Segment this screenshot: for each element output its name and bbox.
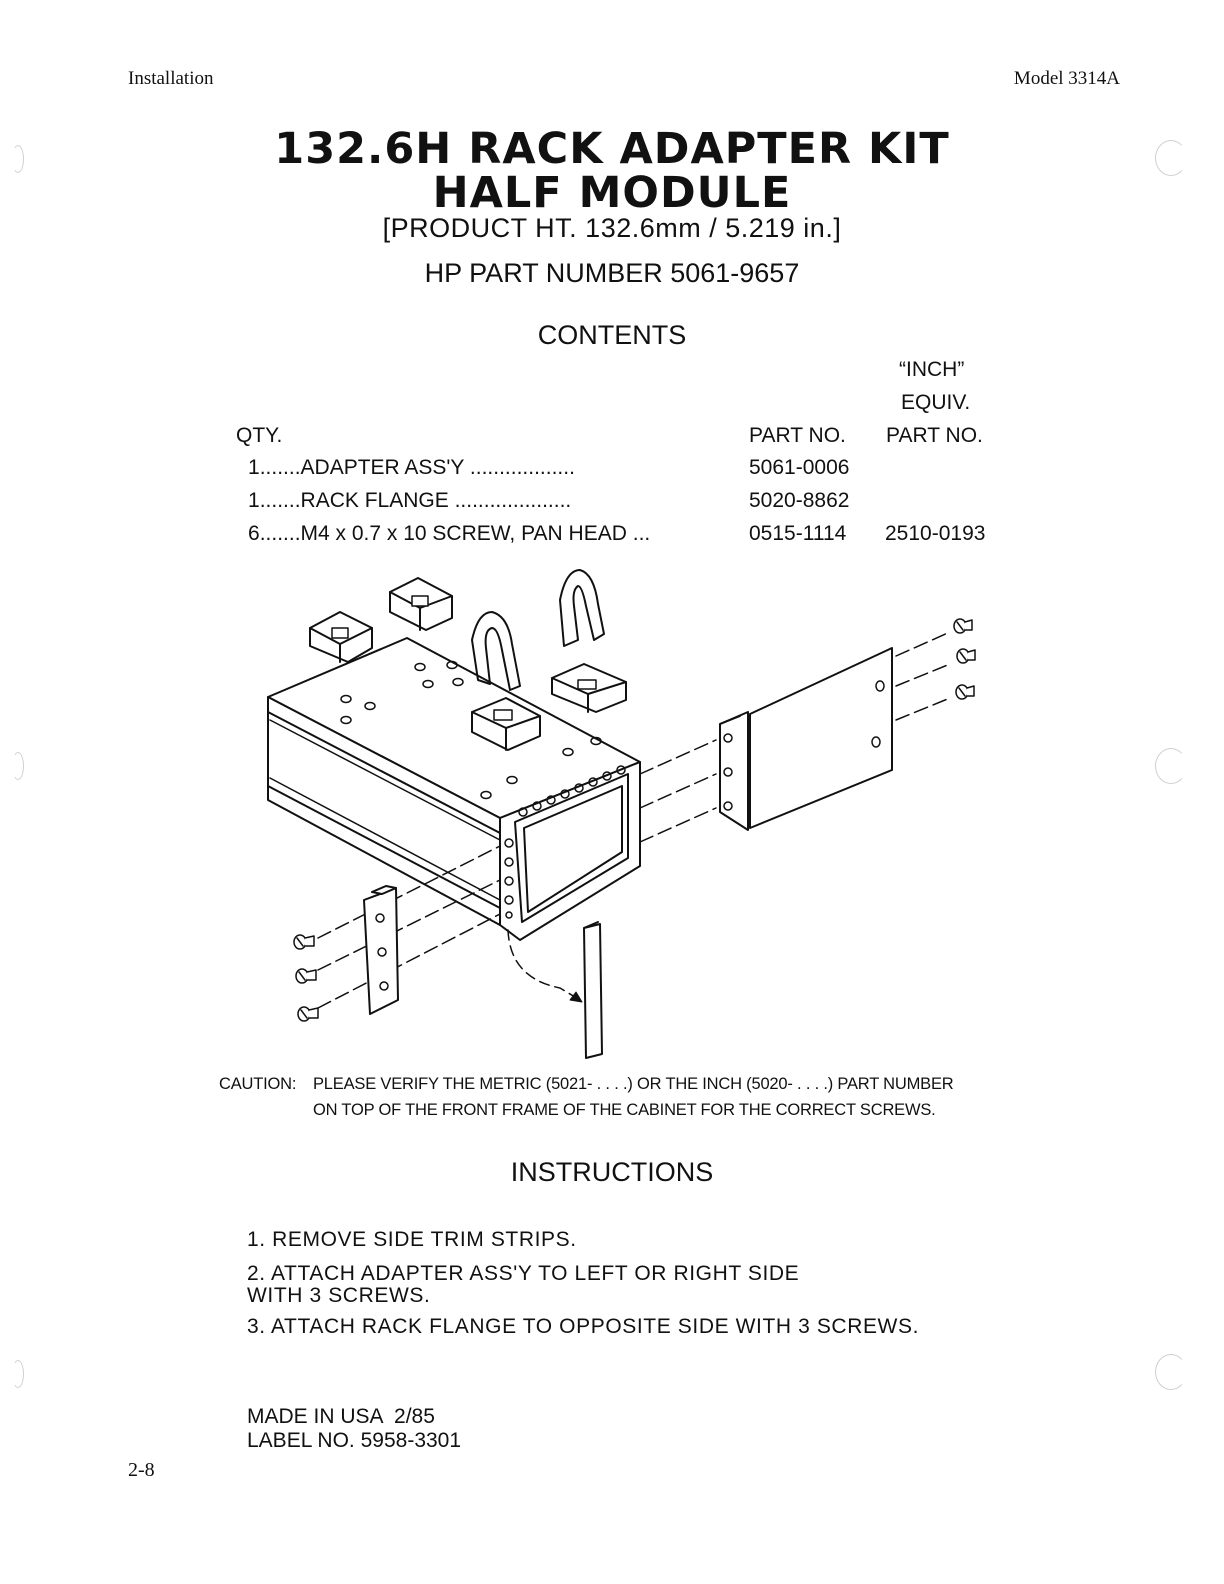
inch-equiv-header-line1: “INCH” [899,358,965,381]
row-leader: .................... [448,489,572,512]
page-subtitle: HALF MODULE [432,168,792,218]
label-number: LABEL NO. 5958-3301 [247,1429,462,1452]
instructions-heading: INSTRUCTIONS [510,1157,714,1187]
screws-left [294,935,318,1021]
row-dots: ....... [259,456,301,479]
row-part-number: 5061-0006 [749,456,850,479]
instruction-step-2: 2. ATTACH ADAPTER ASS'Y TO LEFT OR RIGHT SIDE [247,1262,800,1285]
inch-equiv-header-line2: EQUIV. [901,391,971,414]
arrow-head-icon [570,992,582,1002]
caution-line-1: PLEASE VERIFY THE METRIC (5021- . . . .) OR THE INCH (5020- . . . .) PART NUMBER [313,1075,954,1093]
row-qty: 6 [248,522,260,545]
qty-column-header: QTY. [236,424,283,447]
contents-heading: CONTENTS [537,320,687,350]
adapter-assy-part [364,886,398,1014]
row-part-number: 0515-1114 [749,522,847,545]
row-description: ADAPTER ASS'Y [300,456,465,479]
screws-right [954,619,975,699]
row-qty: 1 [248,456,260,479]
instruction-step-3: 3. ATTACH RACK FLANGE TO OPPOSITE SIDE WITH 3 SCREWS. [247,1315,920,1338]
inch-part-no-column-header: PART NO. [886,424,983,447]
instruction-step-1: 1. REMOVE SIDE TRIM STRIPS. [247,1228,577,1251]
caution-label: CAUTION: [219,1075,297,1093]
trim-strip-part [584,922,602,1058]
part-no-column-header: PART NO. [749,424,846,447]
row-description: M4 x 0.7 x 10 SCREW, PAN HEAD [300,522,627,545]
page-number: 2-8 [128,1459,155,1481]
row-dots: ....... [259,522,301,545]
rack-flange-part [720,648,892,830]
row-leader: ... [626,522,651,545]
page-title: 132.6H RACK ADAPTER KIT [274,124,950,174]
made-in-usa: MADE IN USA 2/85 [247,1405,435,1428]
instruction-step-2-cont: WITH 3 SCREWS. [247,1284,431,1307]
header-section-label: Installation [128,68,214,89]
row-qty: 1 [248,489,260,512]
trim-removal-arrow [508,930,580,1000]
header-model-label: Model 3314A [1013,68,1120,89]
row-description: RACK FLANGE [300,489,449,512]
row-leader: .................. [464,456,575,479]
caution-line-2: ON TOP OF THE FRONT FRAME OF THE CABINET FOR THE CORRECT SCREWS. [313,1101,936,1119]
row-part-number: 5020-8862 [749,489,850,512]
row-inch-part-number: 2510-0193 [885,522,986,545]
row-dots: ....... [259,489,301,512]
product-height: [PRODUCT HT. 132.6mm / 5.219 in.] [382,213,842,243]
hp-part-number: HP PART NUMBER 5061-9657 [424,258,800,288]
